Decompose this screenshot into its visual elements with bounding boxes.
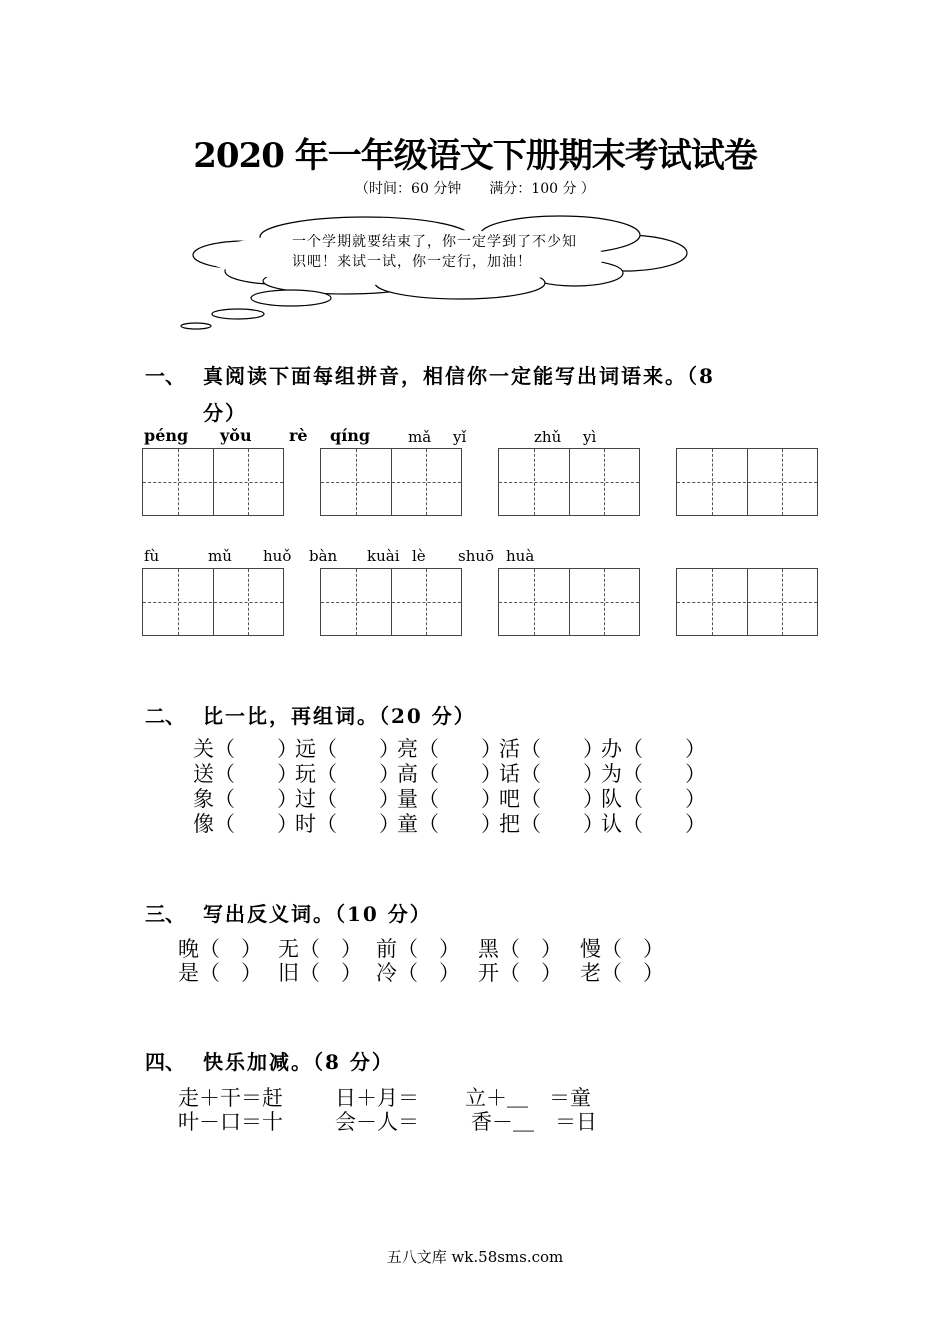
pinyin: yì [583,428,597,446]
writing-grid[interactable] [142,568,284,636]
word-item: 办（ ） [601,737,706,761]
word-item: 玩（ ） [295,762,400,786]
word-item: 象（ ） [193,787,298,811]
exam-time: （时间：60 分钟 [355,181,462,197]
q4-row [178,1110,597,1135]
q3-number: 三、 [145,902,185,926]
antonym-item: 慢（ ） [580,937,664,961]
pinyin: rè [289,426,308,445]
bubble-text: 一个学期就要结束了，你一定学到了不少知识吧！来试一试，你一定行，加油！ [292,234,577,270]
word-item: 像（ ） [193,812,298,836]
pinyin: lè [412,547,426,565]
word-item: 量（ ） [397,787,502,811]
q2-row [193,737,706,762]
word-item: 时（ ） [295,812,400,836]
word-item: 吧（ ） [499,787,604,811]
q4-number: 四、 [145,1050,185,1074]
word-item: 童（ ） [397,812,502,836]
pinyin: huǒ [263,547,292,565]
exam-score: 满分：100 分 ） [489,181,595,197]
q2-row [193,762,706,787]
equation-item: 日＋月＝ [335,1086,419,1110]
writing-grid[interactable] [498,448,640,516]
pinyin: huà [506,547,535,565]
footer-watermark: 五八文库 wk.58sms.com [386,1248,564,1266]
q2-number: 二、 [145,704,185,728]
pinyin: mǎ [408,428,432,446]
pinyin: zhǔ [534,428,562,446]
q1-number: 一、 [145,364,185,388]
antonym-item: 冷（ ） [376,961,460,985]
word-item: 为（ ） [601,762,706,786]
word-item: 亮（ ） [397,737,502,761]
antonym-item: 是（ ） [178,961,262,985]
antonym-item: 无（ ） [278,937,362,961]
q3-row [178,961,664,986]
pinyin: shuō [458,547,495,565]
word-item: 把（ ） [499,812,604,836]
word-item: 高（ ） [397,762,502,786]
writing-grid[interactable] [498,568,640,636]
antonym-item: 旧（ ） [278,961,362,985]
antonym-item: 晚（ ） [178,937,262,961]
writing-grid[interactable] [676,448,818,516]
antonym-item: 黑（ ） [478,937,562,961]
antonym-item: 开（ ） [478,961,562,985]
pinyin: péng [144,426,189,445]
q2-title: 比一比，再组词。（20 分） [203,704,476,728]
antonym-item: 前（ ） [376,937,460,961]
equation-item: 香－＿ ＝日 [471,1110,597,1134]
equation-item: 叶－口＝十 [178,1110,283,1134]
pinyin: fù [144,547,160,565]
pinyin: mǔ [208,547,232,565]
pinyin: yǐ [453,428,467,446]
q2-row [193,812,706,837]
word-item: 送（ ） [193,762,298,786]
pinyin: bàn [309,547,338,565]
antonym-item: 老（ ） [580,961,664,985]
q3-title: 写出反义词。（10 分） [203,902,432,926]
word-item: 过（ ） [295,787,400,811]
pinyin: yǒu [220,426,252,445]
page-title: 2020 年一年级语文下册期末考试试卷 [193,136,757,176]
exam-info [0,178,950,198]
word-item: 活（ ） [499,737,604,761]
writing-grid[interactable] [676,568,818,636]
q4-title: 快乐加减。（8 分） [203,1050,394,1074]
writing-grid[interactable] [142,448,284,516]
equation-item: 会－人＝ [335,1110,419,1134]
word-item: 关（ ） [193,737,298,761]
q1-title-cont: 分） [203,401,247,425]
pinyin: qíng [330,426,371,445]
equation-item: 走＋干＝赶 [178,1086,283,1110]
word-item: 队（ ） [601,787,706,811]
writing-grid[interactable] [320,448,462,516]
word-item: 远（ ） [295,737,400,761]
q1-title: 真阅读下面每组拼音，相信你一定能写出词语来。（8 [203,364,715,388]
word-item: 话（ ） [499,762,604,786]
pinyin: kuài [367,547,400,565]
q3-row [178,937,664,962]
q4-row [178,1086,591,1111]
q2-row [193,787,706,812]
writing-grid[interactable] [320,568,462,636]
equation-item: 立＋＿ ＝童 [465,1086,591,1110]
word-item: 认（ ） [601,812,706,836]
